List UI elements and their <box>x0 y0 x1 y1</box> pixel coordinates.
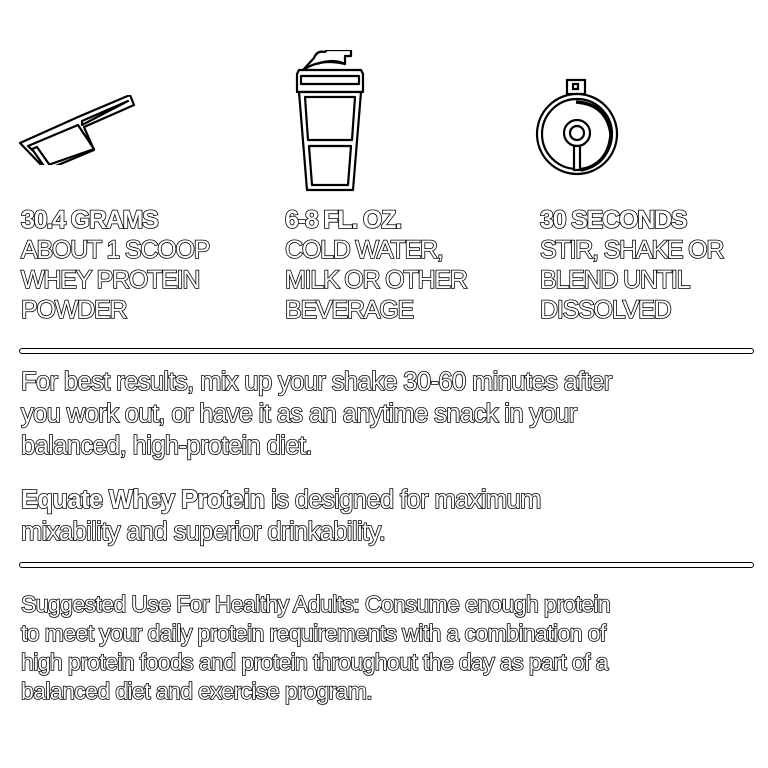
tip-paragraph <box>21 366 756 462</box>
claim-text: is designed for maximum <box>264 486 541 514</box>
divider-bottom <box>19 562 754 568</box>
serving-size-line: WHEY PROTEIN <box>21 266 200 294</box>
serving-size-heading: 30.4 GRAMS <box>21 206 158 234</box>
mix-time-column <box>540 205 723 325</box>
scoop-icon <box>18 95 138 165</box>
liquid-line: BEVERAGE <box>285 296 413 324</box>
brand-name: Equate Whey Protein <box>21 486 265 514</box>
liquid-heading: 6-8 FL. OZ. <box>285 206 401 234</box>
mix-time-line: STIR, SHAKE OR <box>540 236 724 264</box>
tip-line: you work out, or have it as an anytime snack in your <box>21 400 577 428</box>
serving-size-column <box>21 205 209 325</box>
claim-line <box>21 484 756 516</box>
liquid-line: MILK OR OTHER <box>285 266 467 294</box>
mix-time-line: DISSOLVED <box>540 296 671 324</box>
serving-size-line: POWDER <box>21 296 127 324</box>
claim-line: mixability and superior drinkability. <box>21 518 386 546</box>
divider-top <box>19 348 754 354</box>
suggested-use-line: balanced diet and exercise program. <box>21 678 373 704</box>
shaker-bottle-icon <box>289 50 371 192</box>
suggested-use-line: to meet your daily protein requirements with a combination of <box>21 620 606 646</box>
tip-line: For best results, mix up your shake 30-60 minutes after <box>21 368 612 396</box>
mix-time-line: BLEND UNTIL <box>540 266 690 294</box>
tip-line: balanced, high-protein diet. <box>21 432 312 460</box>
mix-time-heading: 30 SECONDS <box>540 206 687 234</box>
liquid-column <box>285 205 467 325</box>
suggested-use-line: Suggested Use For Healthy Adults: Consume enough protein <box>21 591 611 617</box>
liquid-line: COLD WATER, <box>285 236 443 264</box>
claim-paragraph <box>21 484 756 548</box>
serving-size-line: ABOUT 1 SCOOP <box>21 236 210 264</box>
suggested-use-paragraph <box>21 590 756 706</box>
stopwatch-icon <box>531 78 625 178</box>
suggested-use-line: high protein foods and protein throughout the day as part of a <box>21 649 608 675</box>
